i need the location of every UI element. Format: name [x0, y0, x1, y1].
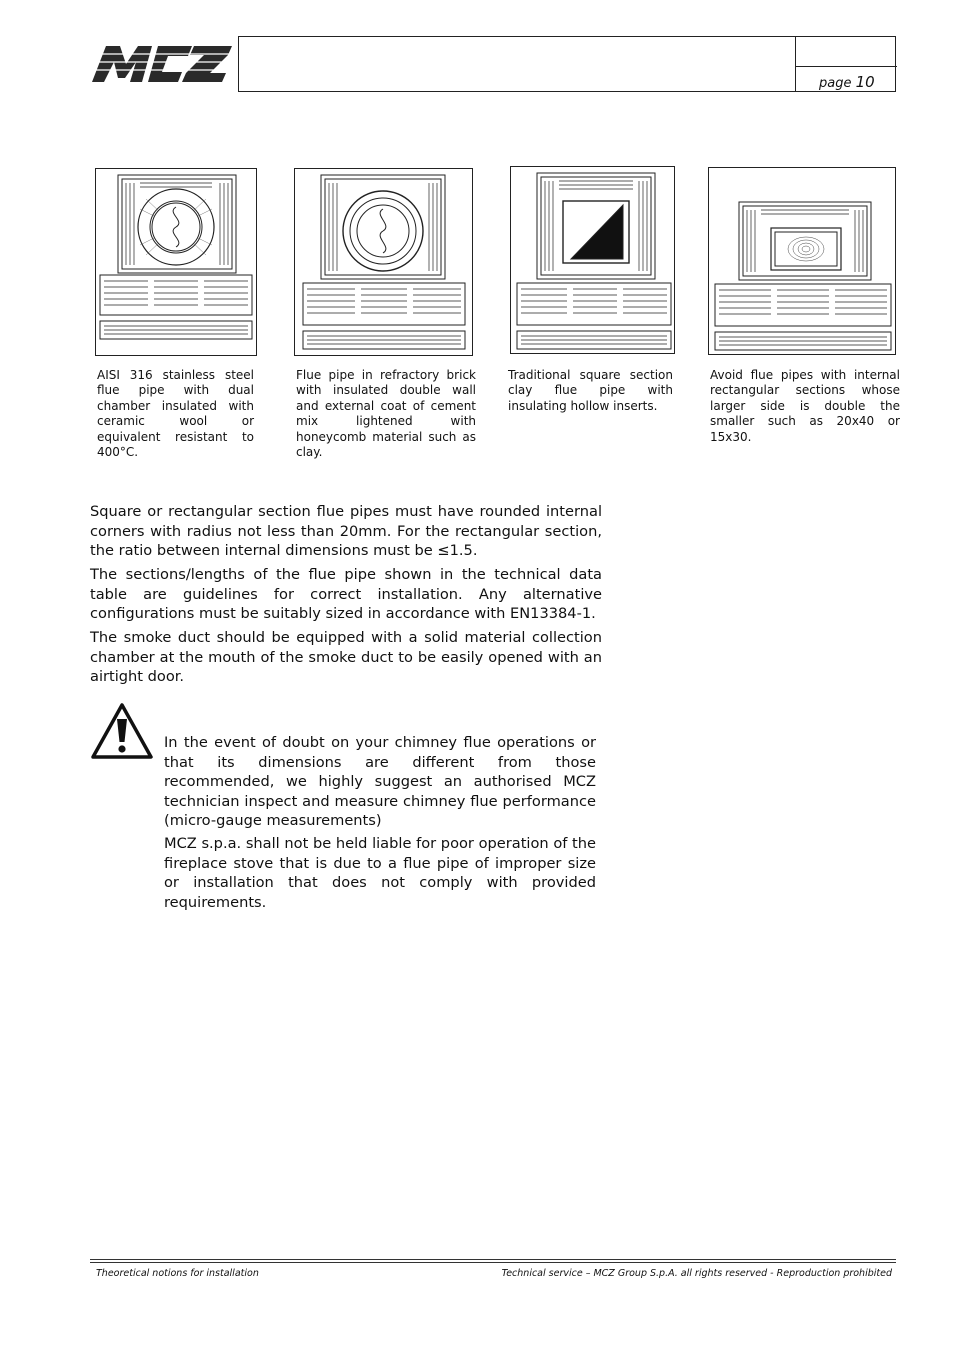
footer-right-text: Technical service – MCZ Group S.p.A. all rights reserved - Reproduction prohibited: [501, 1268, 892, 1279]
mcz-logo: [92, 42, 232, 86]
figure-3-caption: Traditional square section clay flue pipe with insulating hollow inserts.: [508, 368, 673, 413]
figure-1-caption: AISI 316 stainless steel flue pipe with dual chamber insulated with ceramic wool or equivalent resistant to 400°C.: [97, 368, 254, 460]
figure-steel-flue: [95, 168, 257, 356]
figure-2-caption: Flue pipe in refractory brick with insulated double wall and external coat of cement mix lightened with honeycomb material such as clay.: [296, 368, 476, 460]
warning-triangle-icon: [90, 702, 154, 760]
page-label: page: [819, 76, 852, 91]
page-number: [819, 73, 875, 91]
header-divider-horizontal: [795, 66, 897, 67]
header-box: [238, 36, 896, 92]
header-divider: [795, 37, 796, 91]
body-paragraph-1: Square or rectangular section flue pipes must have rounded internal corners with radius not less than 20mm. For the rectangular section, the ratio between internal dimensions must be ≤1.5.: [90, 503, 602, 559]
body-paragraph-2: The sections/lengths of the flue pipe shown in the technical data table are guidelines for correct installation. Any alternative configurations must be suitably sized in accordance with EN13384-1.: [90, 566, 602, 622]
warning-paragraph-2: MCZ s.p.a. shall not be held liable for poor operation of the fireplace stove that is due to a flue pipe of improper size or installation that does not comply with provided requirements.: [164, 835, 596, 911]
figure-4-caption: Avoid flue pipes with internal rectangular sections whose larger side is double the smaller such as 20x40 or 15x30.: [710, 368, 900, 444]
body-paragraph-3: The smoke duct should be equipped with a solid material collection chamber at the mouth of the smoke duct to be easily opened with an airtight door.: [90, 629, 602, 685]
footer-left-text: Theoretical notions for installation: [96, 1268, 259, 1279]
warning-paragraph-1: In the event of doubt on your chimney flue operations or that its dimensions are different from those recommended, we highly suggest an authorised MCZ technician inspect and measure chimney flue performance (micro-gauge measurements): [164, 734, 596, 829]
figure-square-clay: [510, 166, 675, 354]
figure-refractory-brick: [294, 168, 473, 356]
figure-rectangular-avoid: [708, 167, 896, 355]
footer-rule: [90, 1259, 896, 1260]
page-number-value: 10: [855, 73, 875, 91]
footer-rule-secondary: [90, 1262, 896, 1263]
